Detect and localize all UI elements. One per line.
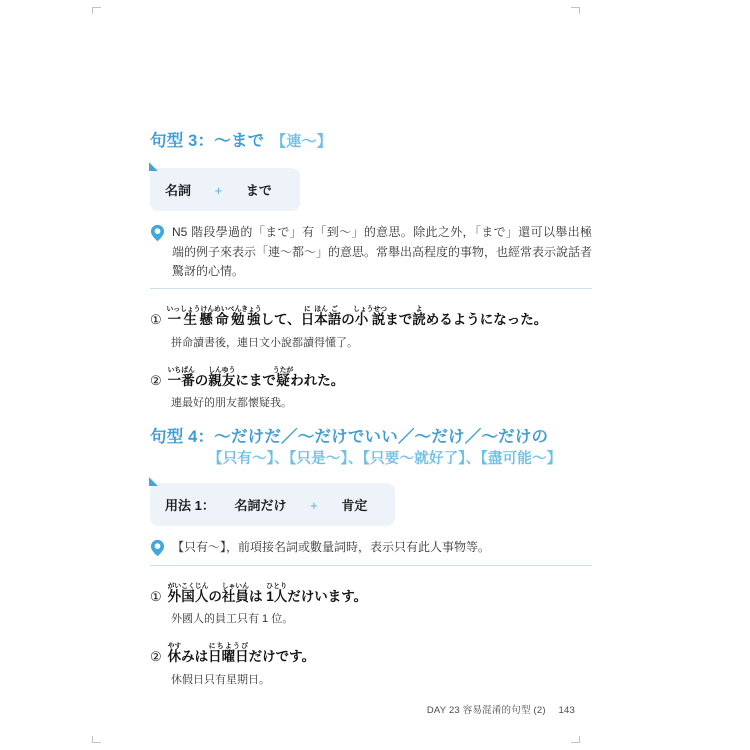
example-translation: 連最好的朋友都懷疑我。 <box>171 397 292 410</box>
example-number: ① <box>150 588 162 604</box>
example-sentence-japanese: 休やすみは日曜日にちようびだけです。 <box>167 643 316 665</box>
example-item <box>150 581 592 627</box>
example-translation: 外國人的員工只有 1 位。 <box>171 613 294 626</box>
example-number: ② <box>150 649 162 665</box>
heading-main: 句型 4：〜だけだ／〜だけでいい／〜だけ／〜だけの <box>150 428 549 447</box>
pattern-box-label: 用法 1： <box>165 498 215 514</box>
pattern-box-left: 名詞 <box>165 183 192 199</box>
page-content <box>150 131 592 687</box>
pattern-structure-box <box>150 483 395 526</box>
footer-chapter-title: DAY 23 容易混淆的句型 (2) <box>426 705 546 716</box>
location-pin-icon <box>150 224 165 242</box>
crop-mark-top-right <box>571 7 580 14</box>
crop-mark-bottom-left <box>92 736 101 743</box>
grammar-note <box>150 538 592 557</box>
crop-mark-bottom-right <box>571 736 580 743</box>
example-number: ② <box>150 372 162 388</box>
pattern-structure-box <box>150 168 300 211</box>
section-divider <box>150 288 592 289</box>
example-translation: 休假日只有星期日。 <box>171 673 270 686</box>
example-sentence-line <box>150 581 592 604</box>
plus-sign: + <box>310 498 318 514</box>
example-sentence-line <box>150 365 592 388</box>
folded-corner-icon <box>149 162 158 171</box>
page-footer <box>427 702 575 716</box>
example-sentence-japanese: 一生懸命勉強いっしょうけんめいべんきょうして、日に本ほん語ごの小説しょうせつまで読よめるようになった。 <box>166 306 548 328</box>
pattern-box-right: 肯定 <box>341 498 368 514</box>
heading-sub: 【連〜】 <box>271 133 332 150</box>
section-divider <box>150 565 592 566</box>
grammar-note <box>150 223 592 281</box>
pattern-box-left: 名詞だけ <box>234 498 287 514</box>
example-sentence-line <box>150 304 592 327</box>
example-sentence-line <box>150 641 592 664</box>
heading-main: 句型 3：〜まで <box>150 132 265 150</box>
example-sentence-japanese: 外国人がいこくじんの社員しゃいんは 1人ひとりだけいます。 <box>167 582 368 604</box>
location-pin-icon <box>150 539 165 557</box>
example-sentence-japanese: 一番いちばんの親友しんゆうにまで疑うたがわれた。 <box>167 366 345 388</box>
heading-sub: 【只有〜】、【只是〜】、【只要〜就好了】、【盡可能〜】 <box>208 450 562 467</box>
grammar-note-text: 【只有〜】，前項接名詞或數量詞時，表示只有此人事物等。 <box>172 540 491 555</box>
section-pattern-4 <box>150 427 592 686</box>
pattern-box-right: まで <box>245 183 272 199</box>
plus-sign: + <box>214 183 223 199</box>
section-heading <box>150 131 592 152</box>
section-heading <box>150 427 592 468</box>
example-item <box>150 365 592 411</box>
footer-page-number: 143 <box>558 705 575 716</box>
grammar-note-text: N5 階段學過的「まで」有「到〜」的意思。除此之外，「まで」還可以舉出極端的例子來表示「連〜都〜」的意思。常舉出高程度的事物，也經常表示說話者驚訝的心情。 <box>172 225 593 278</box>
example-item <box>150 304 592 350</box>
section-pattern-3 <box>150 131 592 410</box>
folded-corner-icon <box>149 477 158 486</box>
crop-mark-top-left <box>92 7 101 14</box>
example-translation: 拼命讀書後，連日文小說都讀得懂了。 <box>171 336 358 349</box>
example-number: ① <box>150 312 162 328</box>
example-item <box>150 641 592 687</box>
